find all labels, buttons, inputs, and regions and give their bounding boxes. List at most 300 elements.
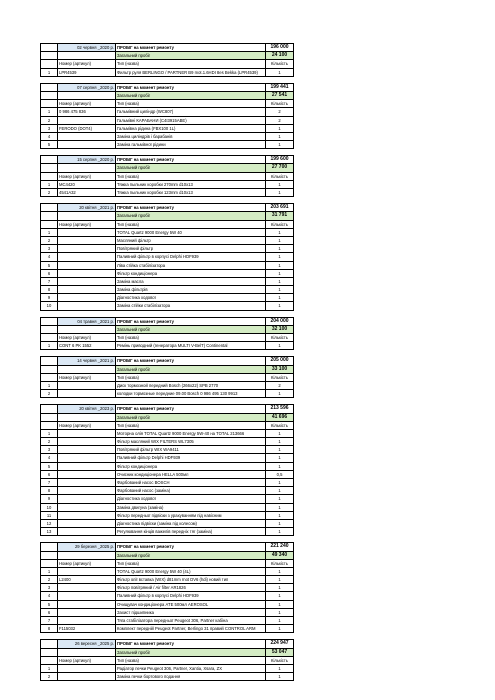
record-header-row (41, 559, 293, 567)
total-mileage-value: 205 000 (265, 357, 293, 364)
blank-cell (41, 60, 57, 67)
item-row (41, 140, 293, 148)
record-date: 15 серпня _2020 р. (57, 156, 115, 163)
blank-cell (41, 414, 57, 421)
item-part-number (57, 584, 115, 591)
item-qty: 1 (265, 189, 293, 196)
item-qty: 1 (265, 601, 293, 608)
item-part-number (57, 471, 115, 478)
blank-cell (41, 543, 57, 550)
service-record (40, 155, 294, 197)
item-index: 10 (46, 504, 52, 510)
record-total-row (41, 405, 293, 412)
item-index: 4 (47, 133, 51, 139)
item-part-number (57, 617, 115, 624)
item-qty: 1 (265, 479, 293, 486)
record-trip-row (41, 211, 293, 219)
col-header-type: Тип (назва) (115, 560, 265, 567)
item-name: Фильтр руля BERLINGO / PARTNER B9 mot.1.6HDI 8es Bekka (LPR4539) (115, 69, 265, 76)
blank-cell (41, 649, 57, 656)
col-header-qty: Кількість (265, 221, 293, 228)
item-index: 8 (47, 626, 51, 632)
item-qty: 1 (265, 504, 293, 511)
record-date: 02 червня _2020 р. (57, 44, 115, 51)
item-index: 13 (46, 529, 52, 535)
record-trip-row (41, 51, 293, 59)
blank-cell (57, 414, 115, 421)
item-name: Фільтр кондиціонера (115, 270, 265, 277)
col-header-number: Номер (артикул) (57, 173, 115, 180)
trip-mileage-label: Загальний пробіг (115, 52, 265, 59)
item-qty: 1 (265, 270, 293, 277)
item-row (41, 252, 293, 260)
record-header-row (41, 220, 293, 228)
item-part-number (57, 487, 115, 494)
item-part-number (57, 568, 115, 575)
item-name: Паливний фільтр Delphi HDF939 (115, 454, 265, 461)
item-qty: 1 (265, 609, 293, 616)
item-index: 9 (47, 496, 51, 502)
total-mileage-label: ПРОБІГ на момент ремонту (115, 640, 265, 647)
item-name: Тяжка пыльник коробки 270mm d10x13 (115, 181, 265, 188)
item-part-number (57, 438, 115, 445)
item-index: 5 (47, 463, 51, 469)
blank-cell (57, 52, 115, 59)
item-qty: 1 (265, 278, 293, 285)
total-mileage-value: 199 441 (265, 84, 293, 91)
blank-cell (57, 92, 115, 99)
item-name: Заміна циліндрів і барабанів (115, 133, 265, 140)
blank-cell (57, 649, 115, 656)
item-name: Фільтр масляний WIX FILTERS WL7305 (115, 438, 265, 445)
blank-cell (57, 366, 115, 373)
item-part-number: CONT 6 PK 1552 (57, 342, 115, 349)
item-qty: 2 (265, 108, 293, 115)
item-qty: 1 (265, 245, 293, 252)
record-date: 07 серпня _2020 р. (57, 84, 115, 91)
service-record (40, 542, 294, 633)
item-row (41, 180, 293, 188)
item-row (41, 591, 293, 599)
item-row (41, 244, 293, 252)
item-row (41, 132, 293, 140)
item-row (41, 228, 293, 236)
record-total-row (41, 204, 293, 211)
item-qty: 1 (265, 617, 293, 624)
item-part-number (57, 286, 115, 293)
record-trip-row (41, 365, 293, 373)
item-row (41, 470, 293, 478)
item-row (41, 389, 293, 397)
service-record (40, 317, 294, 351)
item-qty: 2 (265, 382, 293, 389)
item-index: 2 (47, 237, 51, 243)
record-date: 20 квітня _2023 р. (57, 405, 115, 412)
item-index: 6 (47, 471, 51, 477)
blank-cell (41, 221, 57, 228)
item-name: Диск тормозной передний Bosch (266x22) SPB 2770 (115, 382, 265, 389)
item-row (41, 478, 293, 486)
item-name: Заміна печки бортового подання (115, 673, 265, 680)
record-date: 14 червня _2021 р. (57, 357, 115, 364)
item-qty: 2 (265, 117, 293, 124)
trip-mileage-label: Загальний пробіг (115, 366, 265, 373)
item-name: Масляний фільтр (115, 237, 265, 244)
item-name: Ремінь приводний (генератора MULTI V-BelT) Continental (115, 342, 265, 349)
item-name: Радіатор печки Peugeot 306, Partner, Xantia, Xsara, ZX (115, 665, 265, 672)
item-name: Фільтр олії вставка (WIX) d81mm rnot DV6 (hdi) новий тип (115, 576, 265, 583)
blank-cell (57, 212, 115, 219)
col-header-number: Номер (артикул) (57, 657, 115, 664)
item-row (41, 341, 293, 349)
item-part-number (57, 463, 115, 470)
trip-mileage-value: 31 791 (265, 212, 293, 219)
col-header-qty: Кількість (265, 374, 293, 381)
item-part-number (57, 528, 115, 535)
service-record (40, 203, 294, 310)
item-part-number: L2400 (57, 576, 115, 583)
item-qty: 1 (265, 141, 293, 148)
item-row (41, 519, 293, 527)
total-mileage-value: 204 000 (265, 318, 293, 325)
item-index: 2 (47, 577, 51, 583)
item-part-number (57, 454, 115, 461)
record-total-row (41, 156, 293, 163)
item-name: Діагностика ходової (115, 294, 265, 301)
item-part-number: 0 986 475 836 (57, 108, 115, 115)
blank-cell (41, 204, 57, 211)
item-row (41, 261, 293, 269)
item-index: 5 (47, 142, 51, 148)
item-row (41, 277, 293, 285)
item-row (41, 236, 293, 244)
total-mileage-value: 196 000 (265, 44, 293, 51)
item-qty: 1 (265, 342, 293, 349)
item-name: Тяжка пыльник коробки 123mm d10x13 (115, 189, 265, 196)
service-record (40, 43, 294, 77)
service-record (40, 356, 294, 398)
item-row (41, 429, 293, 437)
item-name: Комплект передній Peugeot Partner, Berlingo 31 правий CONTROL ARM (115, 625, 265, 632)
item-part-number (57, 609, 115, 616)
item-row (41, 269, 293, 277)
item-qty: 1 (265, 665, 293, 672)
item-name: Заміна фільтрів (115, 286, 265, 293)
item-part-number: FERODO (DOT4) (57, 125, 115, 132)
item-part-number (57, 390, 115, 397)
blank-cell (41, 326, 57, 333)
item-index: 1 (47, 69, 51, 75)
record-header-row (41, 172, 293, 180)
item-name: Гальмівні КАРАБАНИ (C4I3915ABE) (115, 117, 265, 124)
item-name: Фільтр повітряний / Air filter AR1826 (115, 584, 265, 591)
blank-cell (41, 366, 57, 373)
item-name: Діагностика ходової (115, 495, 265, 502)
item-part-number (57, 278, 115, 285)
item-qty: 1 (265, 125, 293, 132)
item-part-number: F115032 (57, 625, 115, 632)
item-index: 12 (46, 520, 52, 526)
total-mileage-label: ПРОБІГ на момент ремонту (115, 543, 265, 550)
record-trip-row (41, 325, 293, 333)
trip-mileage-value: 41 696 (265, 414, 293, 421)
record-trip-row (41, 648, 293, 656)
item-name: Діагностика підвіски (заміна під колесом) (115, 520, 265, 527)
total-mileage-label: ПРОБІГ на момент ремонту (115, 84, 265, 91)
item-index: 9 (47, 295, 51, 301)
item-name: Очисник кондиціонера HELLA 500мл (115, 471, 265, 478)
item-name: TOTAL Quartz 9000 Energy 5W 40 (115, 229, 265, 236)
blank-cell (41, 173, 57, 180)
item-part-number (57, 262, 115, 269)
item-index: 11 (46, 512, 52, 518)
blank-cell (57, 326, 115, 333)
item-name: Гальмівний циліндр (WC807) (115, 108, 265, 115)
item-index: 1 (47, 430, 51, 436)
item-row (41, 445, 293, 453)
item-row (41, 293, 293, 301)
record-total-row (41, 640, 293, 647)
blank-cell (41, 156, 57, 163)
item-qty: 1 (265, 495, 293, 502)
trip-mileage-label: Загальний пробіг (115, 414, 265, 421)
blank-cell (41, 212, 57, 219)
item-name: Ліва стійка стабілізатора (115, 262, 265, 269)
total-mileage-value: 221 240 (265, 543, 293, 550)
item-qty: 1 (265, 430, 293, 437)
blank-cell (41, 100, 57, 107)
item-qty: 1 (265, 69, 293, 76)
item-part-number: MC4420 (57, 181, 115, 188)
blank-cell (57, 164, 115, 171)
blank-cell (41, 357, 57, 364)
item-name: Фарбований насос BOSCH (115, 479, 265, 486)
item-row (41, 381, 293, 389)
item-row (41, 494, 293, 502)
col-header-type: Тип (назва) (115, 173, 265, 180)
col-header-type: Тип (назва) (115, 334, 265, 341)
blank-cell (41, 552, 57, 559)
trip-mileage-label: Загальний пробіг (115, 164, 265, 171)
item-qty: 1 (265, 294, 293, 301)
item-row (41, 608, 293, 616)
blank-cell (41, 44, 57, 51)
item-index: 1 (47, 665, 51, 671)
item-index: 8 (47, 287, 51, 293)
item-index: 10 (46, 303, 52, 309)
item-name: Фарбований насос (заміна) (115, 487, 265, 494)
trip-mileage-value: 27 541 (265, 92, 293, 99)
item-name: Моторна олія TOTAL Quartz 9000 Energy 5W-40 на TOTAL 213666 (115, 430, 265, 437)
blank-cell (41, 92, 57, 99)
col-header-qty: Кількість (265, 422, 293, 429)
item-row (41, 664, 293, 672)
item-qty: 1 (265, 487, 293, 494)
item-row (41, 583, 293, 591)
item-row (41, 503, 293, 511)
total-mileage-value: 203 691 (265, 204, 293, 211)
trip-mileage-value: 33 100 (265, 366, 293, 373)
item-part-number (57, 117, 115, 124)
item-index: 7 (47, 618, 51, 623)
col-header-number: Номер (артикул) (57, 221, 115, 228)
total-mileage-value: 199 600 (265, 156, 293, 163)
item-qty: 1 (265, 438, 293, 445)
trip-mileage-value: 24 100 (265, 52, 293, 59)
blank-cell (41, 657, 57, 664)
col-header-type: Тип (назва) (115, 221, 265, 228)
total-mileage-label: ПРОБІГ на момент ремонту (115, 318, 265, 325)
item-part-number (57, 430, 115, 437)
item-name: Повітряний фільтр WIX WA9411 (115, 446, 265, 453)
trip-mileage-value: 32 100 (265, 326, 293, 333)
col-header-number: Номер (артикул) (57, 422, 115, 429)
blank-cell (41, 164, 57, 171)
item-part-number (57, 237, 115, 244)
item-part-number (57, 302, 115, 309)
record-trip-row (41, 163, 293, 171)
item-name: Регулювання кінців важелів передніх тяг (заміна) (115, 528, 265, 535)
item-row (41, 511, 293, 519)
item-part-number (57, 495, 115, 502)
item-part-number (57, 520, 115, 527)
item-qty: 1 (265, 286, 293, 293)
item-name: TOTAL Quartz 9000 Energy 5W 40 (4L) (115, 568, 265, 575)
item-qty: 1 (265, 133, 293, 140)
col-header-number: Номер (артикул) (57, 60, 115, 67)
item-row (41, 462, 293, 470)
record-trip-row (41, 91, 293, 99)
item-index: 7 (47, 480, 51, 485)
item-index: 6 (47, 270, 51, 276)
item-name: Заміна двигуна (заміна) (115, 504, 265, 511)
item-index: 1 (47, 343, 51, 349)
record-trip-row (41, 551, 293, 559)
item-index: 3 (47, 125, 51, 131)
blank-cell (57, 552, 115, 559)
item-index: 1 (47, 568, 51, 574)
item-index: 1 (47, 181, 51, 187)
item-part-number (57, 294, 115, 301)
record-date: 26 вересня _2025 р. (57, 640, 115, 647)
record-date: 20 квітня _2021 р. (57, 204, 115, 211)
item-row (41, 68, 293, 76)
blank-cell (41, 640, 57, 647)
record-date: 29 березня _2025 р. (57, 543, 115, 550)
item-qty: 1 (265, 262, 293, 269)
item-qty: 1 (265, 584, 293, 591)
blank-cell (41, 374, 57, 381)
item-index: 2 (47, 190, 51, 195)
item-index: 3 (47, 585, 51, 591)
item-qty: 1 (265, 512, 293, 519)
item-part-number (57, 245, 115, 252)
item-index: 1 (47, 229, 51, 235)
item-qty: 0,5 (265, 471, 293, 478)
item-row (41, 567, 293, 575)
item-qty: 1 (265, 446, 293, 453)
total-mileage-value: 213 596 (265, 405, 293, 412)
col-header-qty: Кількість (265, 100, 293, 107)
item-index: 2 (47, 439, 51, 445)
trip-mileage-label: Загальний пробіг (115, 212, 265, 219)
trip-mileage-value: 53 047 (265, 649, 293, 656)
item-part-number (57, 592, 115, 599)
service-record (40, 404, 294, 536)
item-part-number: 4541А32 (57, 189, 115, 196)
total-mileage-value: 224 947 (265, 640, 293, 647)
record-trip-row (41, 413, 293, 421)
item-row (41, 285, 293, 293)
item-index: 1 (47, 109, 51, 115)
record-header-row (41, 59, 293, 67)
item-qty: 1 (265, 454, 293, 461)
item-qty: 1 (265, 253, 293, 260)
blank-cell (41, 318, 57, 325)
item-part-number (57, 253, 115, 260)
item-row (41, 600, 293, 608)
total-mileage-label: ПРОБІГ на момент ремонту (115, 405, 265, 412)
blank-cell (41, 405, 57, 412)
record-total-row (41, 318, 293, 325)
item-index: 7 (47, 278, 51, 284)
item-qty: 1 (265, 229, 293, 236)
item-index: 6 (47, 609, 51, 615)
item-qty: 1 (265, 568, 293, 575)
item-qty: 1 (265, 576, 293, 583)
item-name: Паливний фільтр в корпусі Delphi HDF939 (115, 592, 265, 599)
item-index: 5 (47, 601, 51, 607)
total-mileage-label: ПРОБІГ на момент ремонту (115, 204, 265, 211)
item-qty: 1 (265, 390, 293, 397)
record-header-row (41, 373, 293, 381)
col-header-qty: Кількість (265, 334, 293, 341)
item-index: 4 (47, 254, 51, 260)
item-part-number (57, 446, 115, 453)
item-name: Заміна масла (115, 278, 265, 285)
item-row (41, 116, 293, 124)
record-total-row (41, 44, 293, 51)
item-part-number (57, 141, 115, 148)
total-mileage-label: ПРОБІГ на момент ремонту (115, 156, 265, 163)
item-qty: 1 (265, 528, 293, 535)
trip-mileage-label: Загальний пробіг (115, 649, 265, 656)
item-name: Фільтр кондиціонера (115, 463, 265, 470)
blank-cell (41, 560, 57, 567)
record-header-row (41, 656, 293, 664)
item-part-number (57, 133, 115, 140)
record-date: 04 травня _2021 р. (57, 318, 115, 325)
item-part-number: LPR4539 (57, 69, 115, 76)
item-name: Тяга стабілізатора передньої Peugeot 306, Partner кабіна (115, 617, 265, 624)
col-header-number: Номер (артикул) (57, 100, 115, 107)
trip-mileage-label: Загальний пробіг (115, 92, 265, 99)
total-mileage-label: ПРОБІГ на момент ремонту (115, 44, 265, 51)
item-part-number (57, 673, 115, 680)
item-index: 2 (47, 391, 51, 397)
record-total-row (41, 543, 293, 550)
col-header-type: Тип (назва) (115, 374, 265, 381)
col-header-qty: Кількість (265, 173, 293, 180)
col-header-number: Номер (артикул) (57, 560, 115, 567)
item-qty: 1 (265, 181, 293, 188)
item-name: Гальмівна рідина (FBX100 1L) (115, 125, 265, 132)
item-part-number (57, 479, 115, 486)
record-header-row (41, 421, 293, 429)
service-record (40, 639, 294, 681)
item-name: Заміна гальмівної рідини (115, 141, 265, 148)
col-header-type: Тип (назва) (115, 100, 265, 107)
